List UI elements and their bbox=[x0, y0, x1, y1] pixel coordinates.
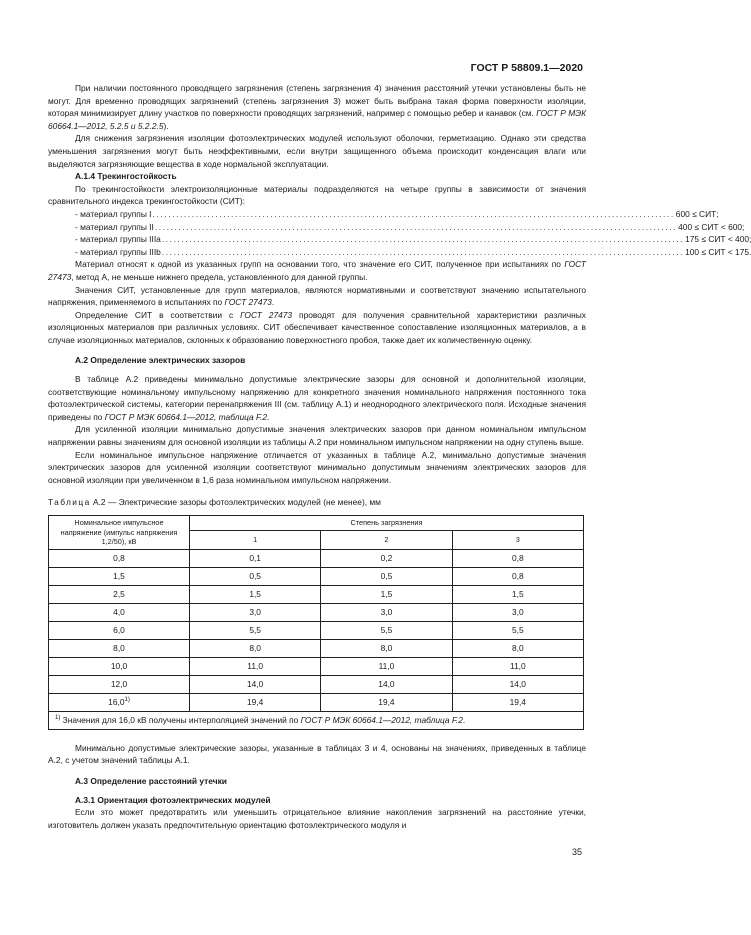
paragraph-text: , метод А, не меньше нижнего предела, установленного для данной группы. bbox=[71, 271, 368, 282]
table-cell: 6,0 bbox=[49, 621, 190, 639]
group-value: 175 ≤ СИТ < 400; bbox=[685, 234, 751, 245]
pollution-degree-2: 2 bbox=[321, 531, 452, 550]
paragraph bbox=[48, 309, 586, 347]
table-cell: 0,8 bbox=[49, 549, 190, 567]
table-row bbox=[49, 549, 584, 567]
pollution-degree-3: 3 bbox=[452, 531, 583, 550]
table-cell: 8,0 bbox=[321, 639, 452, 657]
section-heading: А.3.1 Ориентация фотоэлектрических модулей bbox=[75, 794, 271, 805]
clearance-table bbox=[48, 515, 584, 730]
table-cell: 11,0 bbox=[190, 657, 321, 675]
group-label: - материал группы I bbox=[75, 208, 152, 219]
table-caption-text: А.2 — Электрические зазоры фотоэлектрических модулей (не менее), мм bbox=[90, 497, 381, 508]
group-row bbox=[75, 246, 751, 259]
table-footnote bbox=[49, 711, 584, 729]
cell-value: 16,0 bbox=[108, 696, 125, 707]
leader-dots: ..................................................................................................................................... bbox=[161, 234, 685, 245]
table-row bbox=[49, 567, 584, 585]
table-cell: 8,0 bbox=[49, 639, 190, 657]
group-value: 400 ≤ СИТ < 600; bbox=[678, 221, 745, 232]
table-cell: 4,0 bbox=[49, 603, 190, 621]
paragraph-text: ). bbox=[163, 120, 169, 131]
paragraph bbox=[48, 284, 586, 309]
paragraph: Для снижения загрязнения изоляции фотоэлектрических модулей используют оболочки, герметизацию. Однако эти средства уменьшения загрязнения могут быть неэффективными, если внутри защищенного объема происходит конденсация влаги или выделяются загрязняющие вещества в ходе нормальной эксплуатации. bbox=[48, 133, 586, 169]
table-cell: 19,4 bbox=[452, 693, 583, 711]
paragraph-text: . bbox=[271, 297, 275, 308]
voltage-column-header: Номинальное импульсное напряжение (импульс напряжения 1,2/50), кВ bbox=[49, 516, 190, 550]
table-caption bbox=[48, 496, 586, 509]
table-cell: 11,0 bbox=[452, 657, 583, 675]
table-cell: 1,5 bbox=[452, 585, 583, 603]
table-cell: 10,0 bbox=[49, 657, 190, 675]
table-cell bbox=[49, 693, 190, 711]
table-cell: 19,4 bbox=[190, 693, 321, 711]
leader-dots: ..................................................................................................................................... bbox=[161, 246, 685, 257]
table-cell: 14,0 bbox=[452, 675, 583, 693]
paragraph bbox=[48, 373, 586, 423]
footnote-text: . bbox=[462, 714, 466, 725]
pollution-degree-header: Степень загрязнения bbox=[190, 516, 584, 531]
table-cell: 0,1 bbox=[190, 549, 321, 567]
reference: ГОСТ 27473 bbox=[240, 309, 293, 320]
document-header: ГОСТ Р 58809.1—2020 bbox=[470, 62, 583, 74]
table-cell: 5,5 bbox=[452, 621, 583, 639]
table-cell: 5,5 bbox=[190, 621, 321, 639]
paragraph-text: Значения СИТ, установленные для групп материалов, являются нормативными и соответствуют значению испытательного напряжения, применяемого в испытаниях по bbox=[48, 284, 586, 308]
table-cell: 3,0 bbox=[190, 603, 321, 621]
paragraph-text: . bbox=[266, 411, 270, 422]
paragraph-text: проводят для получения сравнительной характеристики различных изоляционных материалов при различных условиях. СИТ обеспечивает качественное сопоставление изоляционных материалов, а в случае изоляционных материалов, склонных к образованию поверхностного пробоя, также дает их количественную оценку. bbox=[48, 309, 586, 345]
table-cell: 3,0 bbox=[452, 603, 583, 621]
table-cell: 1,5 bbox=[190, 585, 321, 603]
table-cell: 0,8 bbox=[452, 549, 583, 567]
footnote-text: Значения для 16,0 кВ получены интерполяцией значений по bbox=[60, 714, 301, 725]
reference: ГОСТ Р МЭК 60664.1—2012, таблица F.2 bbox=[104, 411, 267, 422]
table-cell: 14,0 bbox=[190, 675, 321, 693]
table-row bbox=[49, 603, 584, 621]
reference: ГОСТ 27473 bbox=[224, 297, 272, 308]
table-footnote-row bbox=[49, 711, 584, 729]
paragraph: По трекингостойкости электроизоляционные материалы подразделяются на четыре группы в зависимости от значения сравнительного индекса трекингостойкости (СИТ): bbox=[48, 183, 586, 207]
table-row bbox=[49, 693, 584, 711]
paragraph: Для усиленной изоляции минимально допустимые значения электрических зазоров при данном номинальном импульсном напряжении равны значениям для основной изоляции из таблицы А.2 при номинальном импульсном напряжении на одну ступень выше. bbox=[48, 424, 586, 448]
table-row bbox=[49, 675, 584, 693]
footnote-marker: 1) bbox=[55, 715, 61, 722]
table-cell: 8,0 bbox=[190, 639, 321, 657]
paragraph-text: Материал относят к одной из указанных групп на основании того, что значение его СИТ, полученное при испытаниях по bbox=[75, 259, 565, 270]
table-header-row bbox=[49, 516, 584, 531]
table-cell: 0,8 bbox=[452, 567, 583, 585]
page-content bbox=[48, 82, 751, 831]
group-row bbox=[75, 233, 751, 246]
group-label: - материал группы IIIb bbox=[75, 246, 161, 257]
group-row bbox=[75, 208, 719, 221]
reference: ГОСТ 27473 bbox=[48, 259, 586, 282]
paragraph-text: Определение СИТ в соответствии с bbox=[75, 309, 241, 320]
table-caption-label: Таблица bbox=[48, 497, 91, 508]
leader-dots: ..................................................................................................................................... bbox=[154, 221, 678, 232]
table-row bbox=[49, 621, 584, 639]
paragraph: Если номинальное импульсное напряжение отличается от указанных в таблице А.2, минимально допустимые значения электрических зазоров для усиленной изоляции соответствуют минимально допустимым значениям электрических зазоров для основной изоляции при увеличенном в 1,6 раза номинальном импульсном напряжении. bbox=[48, 449, 586, 485]
table-cell: 2,5 bbox=[49, 585, 190, 603]
leader-dots: ..................................................................................................................................... bbox=[152, 208, 675, 219]
table-cell: 19,4 bbox=[321, 693, 452, 711]
table-cell: 3,0 bbox=[321, 603, 452, 621]
reference: ГОСТ Р МЭК 60664.1—2012, 5.2.5 и 5.2.2.5 bbox=[48, 108, 587, 131]
table-cell: 1,5 bbox=[321, 585, 452, 603]
paragraph-text: В таблице А.2 приведены минимально допустимые электрические зазоры для основной и дополнительной изоляции, соответствующие номинальному импульсному напряжению для конкретного значения номинального напряжения постоянного тока фотоэлектрической системы, категории перенапряжения III (см. таблицу А.1) и неоднородного электрического поля. Исходные значения приведены по bbox=[48, 374, 586, 422]
group-row bbox=[75, 221, 745, 234]
paragraph: Минимально допустимые электрические зазоры, указанные в таблицах 3 и 4, основаны на значениях, приведенных в таблице А.2, с учетом значений таблицы А.1. bbox=[48, 742, 586, 766]
group-label: - материал группы II bbox=[75, 221, 154, 232]
table-cell: 0,2 bbox=[321, 549, 452, 567]
table-cell: 1,5 bbox=[49, 567, 190, 585]
group-value: 600 ≤ СИТ; bbox=[675, 208, 719, 219]
table-cell: 8,0 bbox=[452, 639, 583, 657]
section-heading: А.1.4 Трекингостойкость bbox=[75, 171, 177, 182]
reference: ГОСТ Р МЭК 60664.1—2012, таблица F.2 bbox=[300, 714, 463, 725]
group-label: - материал группы IIIa bbox=[75, 234, 161, 245]
group-value: 100 ≤ СИТ < 175. bbox=[685, 246, 751, 257]
table-row bbox=[49, 585, 584, 603]
section-heading: А.3 Определение расстояний утечки bbox=[75, 775, 227, 786]
page-number: 35 bbox=[571, 847, 582, 857]
table-cell: 0,5 bbox=[190, 567, 321, 585]
paragraph: Если это может предотвратить или уменьшить отрицательное влияние накопления загрязнений на расстояние утечки, изготовитель должен указать предпочтительную ориентацию фотоэлектрического модуля и bbox=[48, 807, 586, 830]
table-cell: 0,5 bbox=[321, 567, 452, 585]
table-row bbox=[49, 657, 584, 675]
footnote-marker: 1) bbox=[124, 697, 130, 704]
table-cell: 5,5 bbox=[321, 621, 452, 639]
pollution-degree-1: 1 bbox=[190, 531, 321, 550]
section-heading: А.2 Определение электрических зазоров bbox=[75, 355, 246, 366]
paragraph bbox=[48, 258, 586, 283]
paragraph bbox=[48, 82, 586, 132]
table-cell: 11,0 bbox=[321, 657, 452, 675]
table-cell: 14,0 bbox=[321, 675, 452, 693]
table-row bbox=[49, 639, 584, 657]
paragraph-text: При наличии постоянного проводящего загрязнения (степень загрязнения 4) значения расстояний утечки установлены быть не могут. Для временно проводящих загрязнений (степень загрязнения 3) может быть выбрана такая форма поверхности изоляции, которая минимизирует длину участков по поверхности проводящих загрязнений, например с помощью ребер и канавок (см. bbox=[48, 83, 586, 119]
table-cell: 12,0 bbox=[49, 675, 190, 693]
